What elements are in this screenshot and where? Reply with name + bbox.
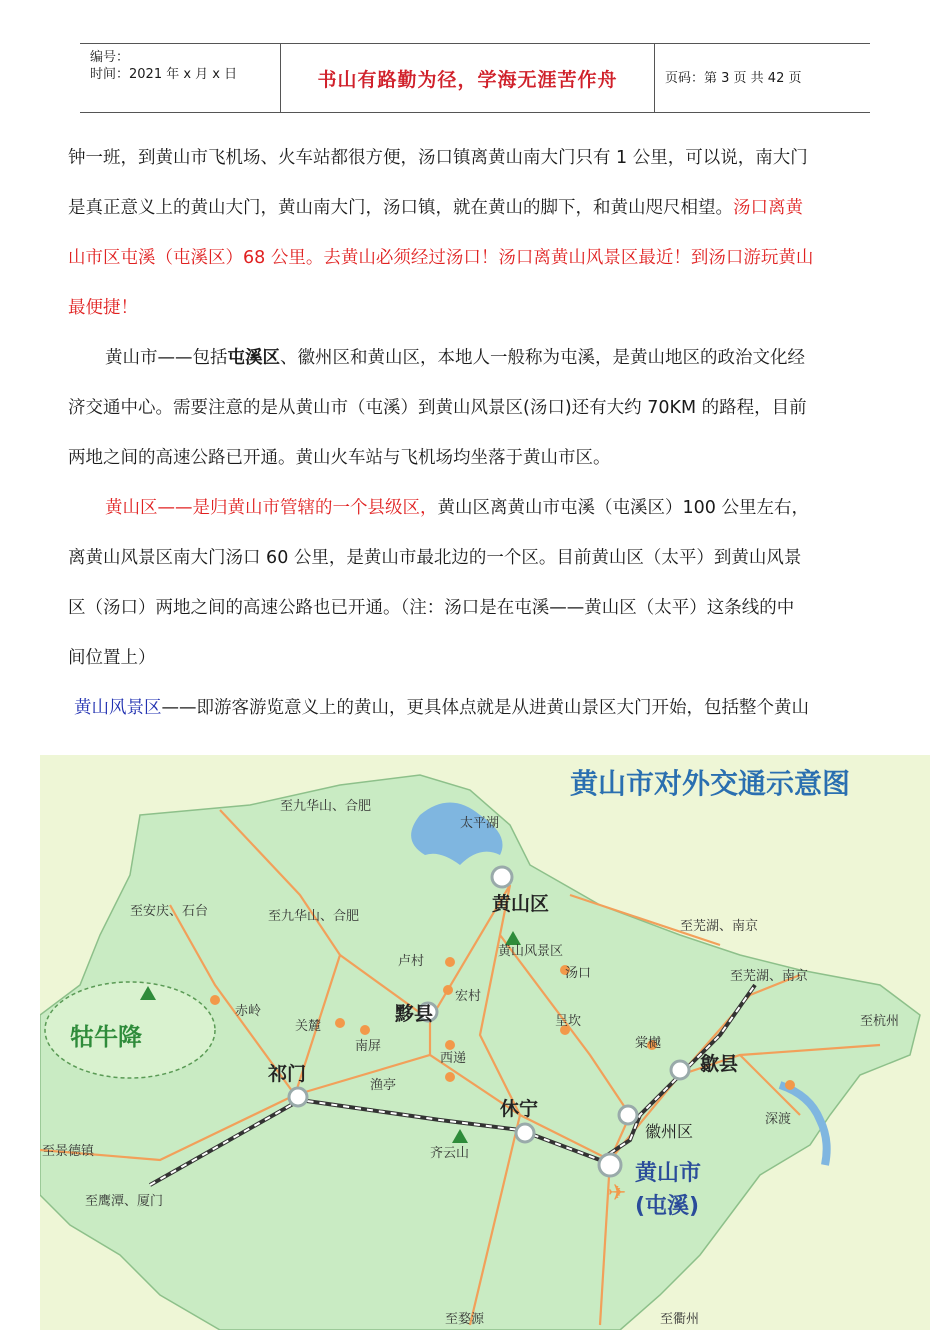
text-line: 钟一班，到黄山市飞机场、火车站都很方便，汤口镇离黄山南大门只有 1 公里，可以说，南大门 xyxy=(68,148,808,168)
text-line: 区（汤口）两地之间的高速公路也已开通。（注：汤口是在屯溪——黄山区（太平）这条线的中 xyxy=(68,598,795,618)
label-guniujiang: 牯牛降 xyxy=(70,1023,142,1051)
motto-text: 书山有路勤为径，学海无涯苦作舟 xyxy=(317,68,618,91)
label-jiuhua-1: 至九华山、合肥 xyxy=(280,799,372,814)
label-shendu: 深渡 xyxy=(765,1112,792,1127)
paragraph-1 xyxy=(68,133,883,333)
label-chengkan: 呈坎 xyxy=(555,1014,582,1029)
text-line: 离黄山风景区南大门汤口 60 公里，是黄山市最北边的一个区。目前黄山区（太平）到黄山风景 xyxy=(68,548,802,568)
highlight-blue: 黄山风景区 xyxy=(74,698,162,718)
label-nanping: 南屏 xyxy=(355,1039,382,1054)
label-tangkou: 汤口 xyxy=(565,966,592,981)
label-huangshanshi: 黄山市 xyxy=(635,1161,702,1186)
text-span: 、徽州区和黄山区，本地人一般称为屯溪，是黄山地区的政治文化经 xyxy=(280,348,805,368)
map-title: 黄山市对外交通示意图 xyxy=(570,767,851,800)
label-yingtan: 至鹰潭、厦门 xyxy=(85,1194,164,1209)
highlight-red-line: 山市区屯溪（屯溪区）68 公里。去黄山必须经过汤口！汤口离黄山风景区最近！到汤口游玩黄山 xyxy=(68,248,814,268)
text-line xyxy=(68,683,883,733)
label-wuyuan: 至婺源 xyxy=(445,1312,485,1327)
document-header xyxy=(80,43,870,113)
label-chiling: 赤岭 xyxy=(235,1004,262,1019)
text-line xyxy=(68,483,883,533)
label-wuhu-2: 至芜湖、南京 xyxy=(730,969,809,984)
label-wuhu-1: 至芜湖、南京 xyxy=(680,919,759,934)
text-span: 是真正意义上的黄山大门，黄山南大门，汤口镇，就在黄山的脚下，和黄山咫尺相望。 xyxy=(68,198,733,218)
paragraph-2 xyxy=(68,333,883,483)
label-anqing: 至安庆、石台 xyxy=(130,904,209,919)
label-hongcun: 宏村 xyxy=(455,989,482,1004)
label-qiyunshan: 齐云山 xyxy=(430,1146,470,1161)
highlight-red-line: 最便捷！ xyxy=(68,298,138,318)
paragraph-3 xyxy=(68,483,883,683)
label-xiuning: 休宁 xyxy=(500,1098,539,1120)
text-span: 黄山区离黄山市屯溪（屯溪区）100 公里左右， xyxy=(437,498,809,518)
text-line: 济交通中心。需要注意的是从黄山市（屯溪）到黄山风景区(汤口)还有大约 70KM 的路程，目前 xyxy=(68,398,807,418)
map-svg xyxy=(40,755,930,1330)
label-yixian: 黟县 xyxy=(395,1003,434,1025)
label-tunxi: (屯溪) xyxy=(635,1194,700,1219)
text-line xyxy=(68,333,883,383)
bold-term: 屯溪区 xyxy=(227,348,280,368)
airport-icon: ✈ xyxy=(608,1181,627,1206)
doc-date-label: 时间：2021 年 x 月 x 日 xyxy=(90,67,238,82)
label-qimen: 祁门 xyxy=(268,1063,307,1085)
label-tangmo: 棠樾 xyxy=(635,1036,662,1051)
label-lucun: 卢村 xyxy=(398,954,425,969)
label-scenic: 黄山风景区 xyxy=(498,944,564,959)
label-shexian: 歙县 xyxy=(700,1053,739,1075)
text-line: 间位置上） xyxy=(68,648,156,668)
transport-map xyxy=(40,755,930,1330)
page-info: 页码：第 3 页 共 42 页 xyxy=(665,70,802,86)
label-jingdezhen: 至景德镇 xyxy=(42,1144,95,1159)
label-guanlu: 关麓 xyxy=(295,1019,322,1034)
label-taiping-lake: 太平湖 xyxy=(460,816,500,831)
header-page-cell xyxy=(655,44,870,112)
doc-number-label: 编号： xyxy=(90,50,130,65)
label-jiuhua-2: 至九华山、合肥 xyxy=(268,909,360,924)
text-span: ——即游客游览意义上的黄山，更具体点就是从进黄山景区大门开始，包括整个黄山 xyxy=(161,698,809,718)
label-huizhouqu: 徽州区 xyxy=(645,1122,694,1141)
text-span: 黄山市——包括 xyxy=(105,348,228,368)
highlight-red: 黄山区——是归黄山市管辖的一个县级区， xyxy=(105,498,438,518)
highlight-red: 汤口离黄 xyxy=(733,198,803,218)
text-line: 两地之间的高速公路已开通。黄山火车站与飞机场均坐落于黄山市区。 xyxy=(68,448,611,468)
label-yuting: 渔亭 xyxy=(370,1078,397,1093)
label-xidi: 西递 xyxy=(440,1051,467,1066)
label-quzhou: 至衢州 xyxy=(660,1312,700,1327)
label-huangshanqu: 黄山区 xyxy=(492,893,550,915)
label-hangzhou: 至杭州 xyxy=(860,1014,900,1029)
text-line xyxy=(68,183,883,233)
header-meta-cell xyxy=(80,44,281,112)
header-motto-cell xyxy=(281,44,655,112)
paragraph-4 xyxy=(68,683,883,733)
